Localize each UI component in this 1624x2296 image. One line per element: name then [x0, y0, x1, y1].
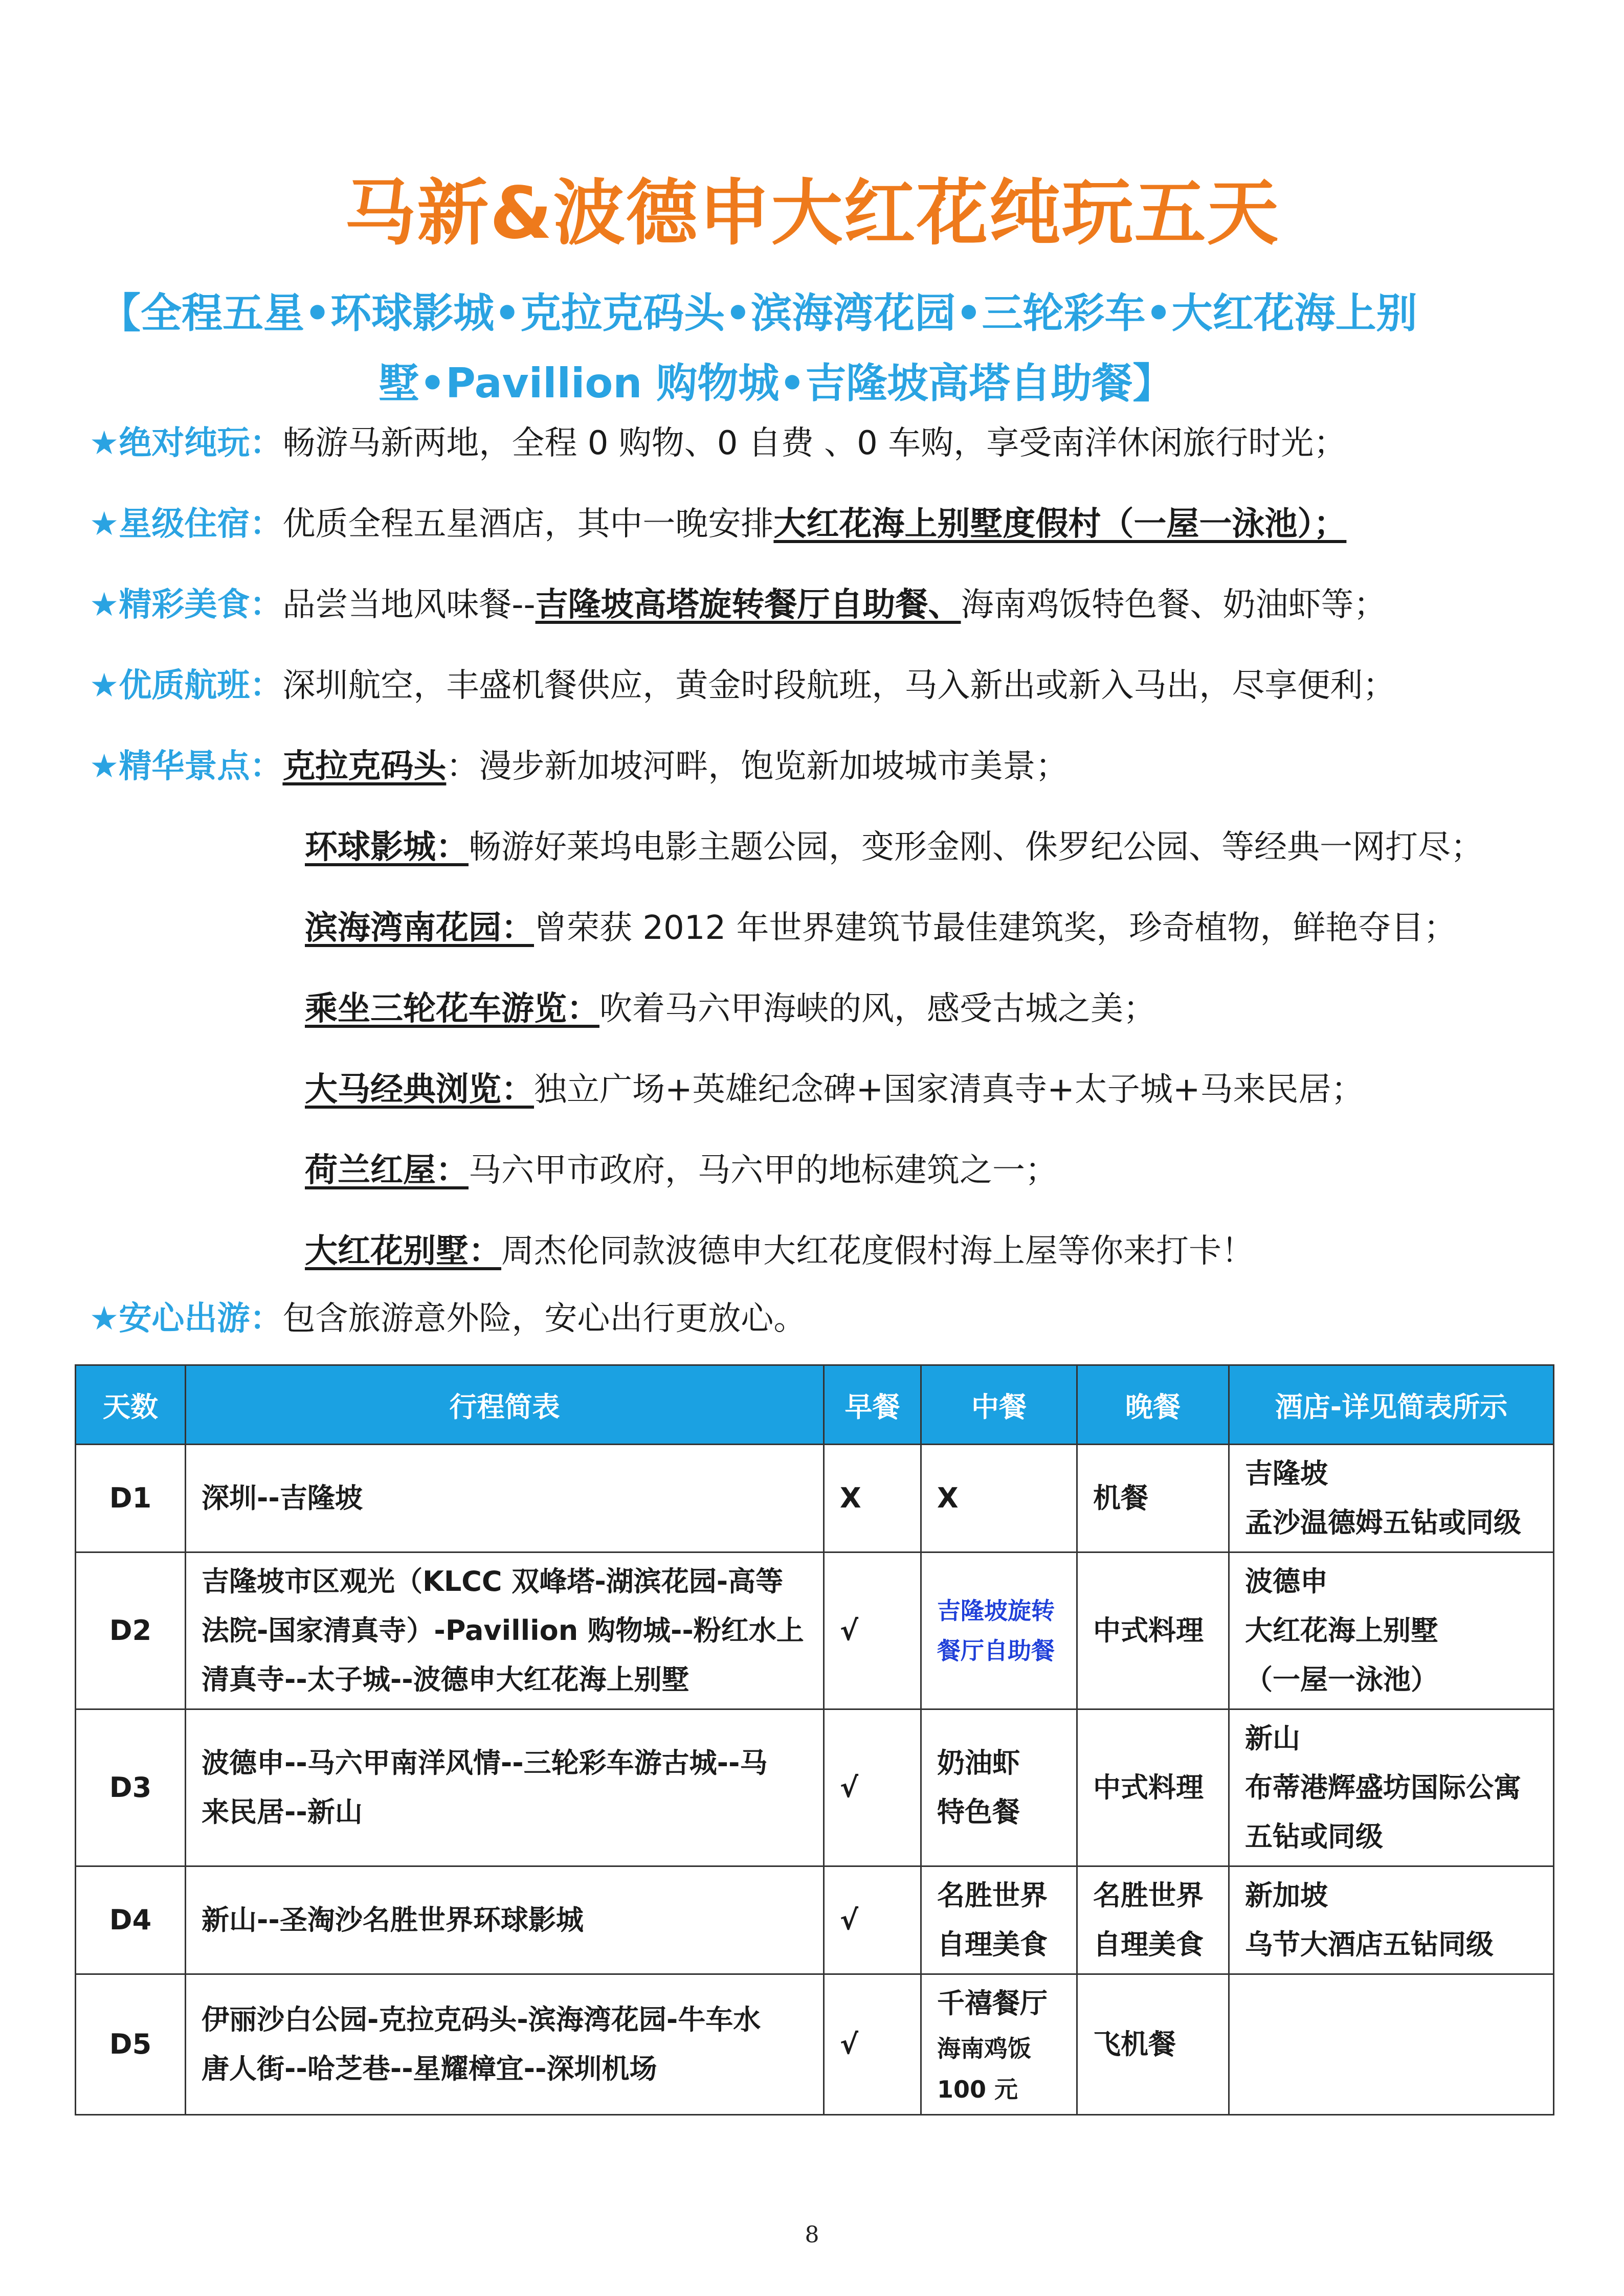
feature-pure-tour	[90, 417, 1346, 473]
page-number: 8	[805, 2222, 819, 2248]
sight-name: 荷兰红屋：	[305, 1152, 469, 1189]
header-dinner: 晚餐	[1077, 1365, 1229, 1445]
sight-name: 大红花别墅：	[305, 1232, 501, 1270]
sight-trishaw	[305, 982, 1156, 1039]
sight-name: 环球影城：	[305, 828, 469, 866]
header-route: 行程简表	[186, 1365, 824, 1445]
day-cell: D2	[76, 1552, 186, 1709]
day-cell: D5	[76, 1974, 186, 2115]
day-cell: D3	[76, 1709, 186, 1866]
sight-name: 乘坐三轮花车游览：	[305, 990, 599, 1028]
breakfast-cell: √	[824, 1974, 921, 2115]
feature-text: 包含旅游意外险，安心出行更放心。	[282, 1300, 807, 1338]
feature-text: ：漫步新加坡河畔，饱览新加坡城市美景；	[446, 748, 1069, 785]
sight-villa	[305, 1225, 1254, 1281]
sight-universal-studios	[305, 821, 1483, 877]
dinner-cell: 飞机餐	[1077, 1974, 1229, 2115]
table-header-row	[76, 1365, 1554, 1445]
feature-text: 优质全程五星酒店，其中一晚安排	[282, 505, 774, 543]
hotel-cell: 吉隆坡 孟沙温德姆五钻或同级	[1229, 1445, 1554, 1552]
feature-accommodation	[90, 498, 1346, 554]
dinner-cell: 中式料理	[1077, 1552, 1229, 1709]
feature-label: ★精彩美食：	[90, 586, 283, 624]
breakfast-cell: √	[824, 1552, 921, 1709]
feature-emphasis: 克拉克码头	[282, 748, 447, 785]
feature-label: ★安心出游：	[90, 1300, 283, 1338]
table-row	[76, 1709, 1554, 1866]
lunch-cell: X	[921, 1445, 1077, 1552]
sight-text: 畅游好莱坞电影主题公园，变形金刚、侏罗纪公园、等经典一网打尽；	[469, 828, 1483, 866]
dinner-cell: 名胜世界 自理美食	[1077, 1866, 1229, 1974]
feature-label: ★绝对纯玩：	[90, 424, 283, 462]
feature-label: ★星级住宿：	[90, 505, 283, 543]
sight-gardens-by-the-bay	[305, 902, 1457, 958]
table-row	[76, 1974, 1554, 2115]
page-title: 马新&波德申大红花纯玩五天	[344, 172, 1280, 255]
breakfast-cell: X	[824, 1445, 921, 1552]
table-row	[76, 1445, 1554, 1552]
header-lunch: 中餐	[921, 1365, 1077, 1445]
sight-text: 马六甲市政府，马六甲的地标建筑之一；	[469, 1152, 1058, 1189]
table-row	[76, 1866, 1554, 1974]
day-cell: D1	[76, 1445, 186, 1552]
lunch-cell: 千禧餐厅 海南鸡饭 100 元	[921, 1974, 1077, 2115]
feature-food	[90, 578, 1387, 635]
dinner-cell: 中式料理	[1077, 1709, 1229, 1866]
hotel-cell: 波德申 大红花海上别墅 （一屋一泳池）	[1229, 1552, 1554, 1709]
feature-text: 畅游马新两地，全程 0 购物、0 自费 、0 车购，享受南洋休闲旅行时光；	[282, 424, 1347, 462]
route-cell: 波德申--马六甲南洋风情--三轮彩车游古城--马 来民居--新山	[186, 1709, 824, 1866]
sight-malaysia-classic	[305, 1063, 1364, 1119]
feature-label: ★精华景点：	[90, 748, 283, 785]
sight-name: 滨海湾南花园：	[305, 909, 534, 947]
hotel-cell: 新山 布蒂港辉盛坊国际公寓 五钻或同级	[1229, 1709, 1554, 1866]
lunch-cell: 吉隆坡旋转 餐厅自助餐	[921, 1552, 1077, 1709]
feature-text-2: 海南鸡饭特色餐、奶油虾等；	[961, 586, 1387, 624]
day-cell: D4	[76, 1866, 186, 1974]
itinerary-table	[75, 1364, 1554, 2115]
feature-text: 品尝当地风味餐--	[282, 586, 536, 624]
route-cell: 吉隆坡市区观光（KLCC 双峰塔-湖滨花园-高等 法院-国家清真寺）-Pavillion 购物城--粉红水上 清真寺--太子城--波德申大红花海上别墅	[186, 1552, 824, 1709]
sight-text: 吹着马六甲海峡的风，感受古城之美；	[599, 990, 1156, 1028]
hotel-cell: 新加坡 乌节大酒店五钻同级	[1229, 1866, 1554, 1974]
feature-emphasis: 大红花海上别墅度假村（一屋一泳池）；	[773, 505, 1347, 543]
sight-text: 独立广场+英雄纪念碑+国家清真寺+太子城+马来民居；	[534, 1071, 1364, 1109]
header-breakfast: 早餐	[824, 1365, 921, 1445]
subtitle-line-1: 【全程五星•环球影城•克拉克码头•滨海湾花园•三轮彩车•大红花海上别	[100, 289, 1417, 337]
feature-text: 深圳航空，丰盛机餐供应，黄金时段航班，马入新出或新入马出，尽享便利；	[282, 667, 1396, 705]
feature-label: ★优质航班：	[90, 667, 283, 705]
sight-text: 曾荣获 2012 年世界建筑节最佳建筑奖，珍奇植物，鲜艳夺目；	[534, 909, 1457, 947]
header-day: 天数	[76, 1365, 186, 1445]
route-cell: 深圳--吉隆坡	[186, 1445, 824, 1552]
route-cell: 新山--圣淘沙名胜世界环球影城	[186, 1866, 824, 1974]
lunch-cell: 名胜世界 自理美食	[921, 1866, 1077, 1974]
table-row	[76, 1552, 1554, 1709]
feature-flights	[90, 659, 1395, 715]
hotel-cell	[1229, 1974, 1554, 2115]
breakfast-cell: √	[824, 1709, 921, 1866]
feature-safety	[90, 1292, 806, 1348]
route-cell: 伊丽沙白公园-克拉克码头-滨海湾花园-牛车水 唐人街--哈芝巷--星耀樟宜--深圳机场	[186, 1974, 824, 2115]
header-hotel: 酒店-详见简表所示	[1229, 1365, 1554, 1445]
lunch-cell: 奶油虾 特色餐	[921, 1709, 1077, 1866]
subtitle-line-2: 墅•Pavillion 购物城•吉隆坡高塔自助餐】	[379, 359, 1174, 407]
breakfast-cell: √	[824, 1866, 921, 1974]
sight-text: 周杰伦同款波德申大红花度假村海上屋等你来打卡！	[501, 1232, 1254, 1270]
dinner-cell: 机餐	[1077, 1445, 1229, 1552]
feature-emphasis: 吉隆坡高塔旋转餐厅自助餐、	[535, 586, 961, 624]
feature-sights	[90, 740, 1068, 796]
sight-name: 大马经典浏览：	[305, 1071, 534, 1109]
sight-dutch-red-house	[305, 1144, 1058, 1200]
